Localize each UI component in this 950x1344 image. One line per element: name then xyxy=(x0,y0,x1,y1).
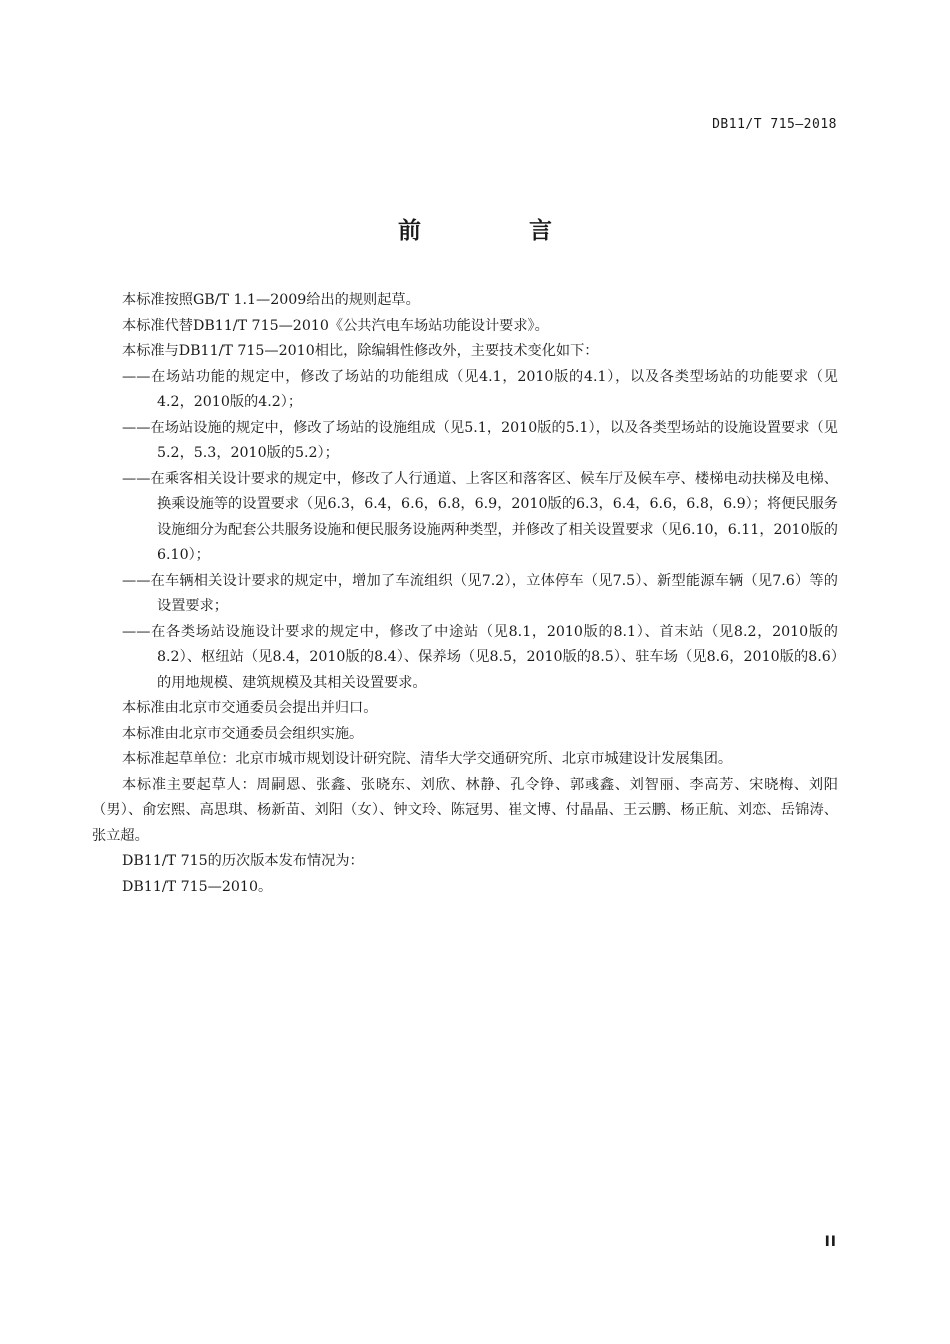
change-list-item: ——在场站功能的规定中，修改了场站的功能组成（见4.1，2010版的4.1），以及各类型场站的功能要求（见4.2，2010版的4.2）； xyxy=(122,368,838,410)
page-number: II xyxy=(824,1234,837,1250)
page-title: 前 言 xyxy=(397,218,602,244)
change-list-item: ——在乘客相关设计要求的规定中，修改了人行通道、上客区和落客区、候车厅及候车亭、楼梯电动扶梯及电梯、换乘设施等的设置要求（见6.3，6.4，6.6，6.8，6.9，2010版的6.3，6.4，6.6，6.8，6.9）；将便民服务设施细分为配套公共服务设施和便民服务设施两种类型，并修改了相关设置要求（见6.10，6.11，2010版的6.10）； xyxy=(122,470,838,563)
paragraph: 本标准由北京市交通委员会提出并归口。 xyxy=(122,700,378,716)
paragraph: DB11/T 715的历次版本发布情况为： xyxy=(122,853,364,869)
paragraph: 本标准由北京市交通委员会组织实施。 xyxy=(122,725,364,742)
change-list-item: ——在车辆相关设计要求的规定中，增加了车流组织（见7.2），立体停车（见7.5）、新型能源车辆（见7.6）等的设置要求； xyxy=(122,572,838,614)
paragraph: 本标准起草单位：北京市城市规划设计研究院、清华大学交通研究所、北京市城建设计发展集团。 xyxy=(122,751,733,767)
paragraph: 本标准与DB11/T 715—2010相比，除编辑性修改外，主要技术变化如下： xyxy=(122,343,599,359)
change-list-item: ——在各类场站设施设计要求的规定中，修改了中途站（见8.1，2010版的8.1）、首末站（见8.2，2010版的8.2）、枢纽站（见8.4，2010版的8.4）、保养场（见8.5，2010版的8.5）、驻车场（见8.6，2010版的8.6）的用地规模、建筑规模及其相关设置要求。 xyxy=(122,623,838,691)
paragraph: 本标准代替DB11/T 715—2010《公共汽电车场站功能设计要求》。 xyxy=(122,317,549,334)
paragraph: 本标准主要起草人：周嗣恩、张鑫、张晓东、刘欣、林静、孔令铮、郭彧鑫、刘智丽、李高芳、宋晓梅、刘阳（男）、俞宏熙、高思琪、杨新苗、刘阳（女）、钟文玲、陈冠男、崔文博、付晶晶、王云鹏、杨正航、刘恋、岳锦涛、张立超。 xyxy=(92,776,838,844)
document-body xyxy=(92,288,838,900)
change-list-item: ——在场站设施的规定中，修改了场站的设施组成（见5.1，2010版的5.1），以及各类型场站的设施设置要求（见5.2，5.3，2010版的5.2）； xyxy=(122,419,838,461)
paragraph: DB11/T 715—2010。 xyxy=(122,878,273,895)
paragraph: 本标准按照GB/T 1.1—2009给出的规则起草。 xyxy=(122,292,420,308)
document-code: DB11/T 715—2018 xyxy=(712,117,837,132)
